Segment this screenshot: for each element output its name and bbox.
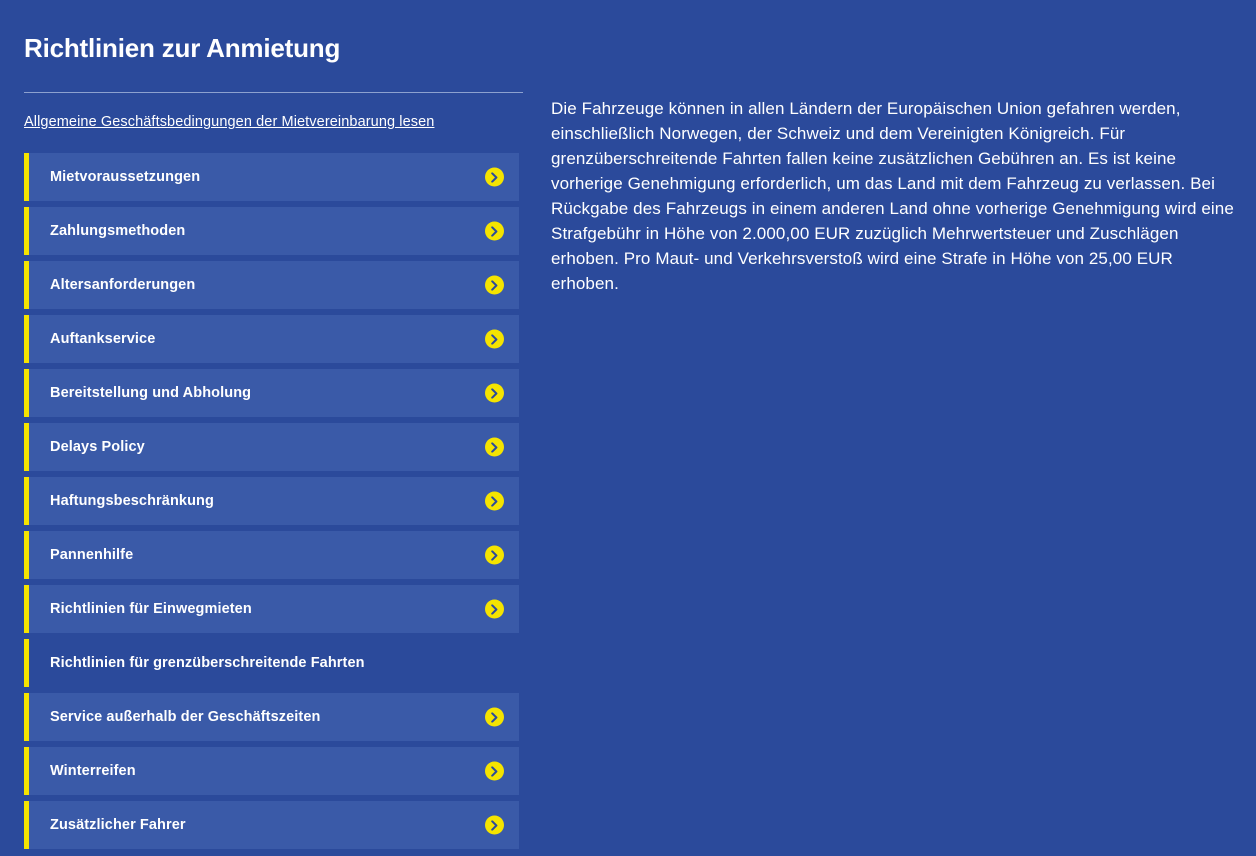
accordion-item-label: Delays Policy xyxy=(50,439,145,455)
chevron-right-icon[interactable] xyxy=(485,168,504,187)
accordion-item-label: Bereitstellung und Abholung xyxy=(50,385,252,401)
accordion-item-label: Winterreifen xyxy=(50,763,136,779)
accordion-item-haftungsbeschraenkung[interactable] xyxy=(24,477,519,525)
accordion-item-label: Altersanforderungen xyxy=(50,277,196,293)
accordion-item-zusaetzlicher-fahrer[interactable] xyxy=(24,801,519,849)
chevron-right-icon[interactable] xyxy=(485,546,504,565)
chevron-right-icon[interactable] xyxy=(485,330,504,349)
accordion-item-label: Auftankservice xyxy=(50,331,156,347)
accordion-item-bereitstellung-und-abholung[interactable] xyxy=(24,369,519,417)
terms-and-conditions-link[interactable]: Allgemeine Geschäftsbedingungen der Mietvereinbarung lesen xyxy=(24,114,435,130)
policy-paragraph: Die Fahrzeuge können in allen Ländern der Europäischen Union gefahren werden, einschließlich Norwegen, der Schweiz und dem Vereinigten Königreich. Für grenzüberschreitende Fahrten fallen keine zusätzlichen Gebühren an. Es ist keine vorherige Genehmigung erforderlich, um das Land mit dem Fahrzeug zu verlassen. Bei Rückgabe des Fahrzeugs in einem anderen Land ohne vorherige Genehmigung wird eine Strafgebühr in Höhe von 2.000,00 EUR zuzüglich Mehrwertsteuer und Zuschlägen erhoben. Pro Maut- und Verkehrsverstoß wird eine Strafe in Höhe von 25,00 EUR erhoben. xyxy=(551,99,1234,293)
accordion-item-label: Service außerhalb der Geschäftszeiten xyxy=(50,709,321,725)
accordion-item-label: Zusätzlicher Fahrer xyxy=(50,817,186,833)
chevron-right-icon[interactable] xyxy=(485,222,504,241)
chevron-right-icon[interactable] xyxy=(485,492,504,511)
chevron-right-icon[interactable] xyxy=(485,708,504,727)
accordion-item-label: Richtlinien für grenzüberschreitende Fahrten xyxy=(50,655,365,671)
chevron-right-icon[interactable] xyxy=(485,438,504,457)
title-divider xyxy=(24,92,523,93)
chevron-right-icon[interactable] xyxy=(485,600,504,619)
policy-content-panel xyxy=(551,96,1235,296)
accordion-item-winterreifen[interactable] xyxy=(24,747,519,795)
accordion-item-richtlinien-fuer-einwegmieten[interactable] xyxy=(24,585,519,633)
accordion-item-zahlungsmethoden[interactable] xyxy=(24,207,519,255)
policies-sidebar xyxy=(24,0,523,855)
accordion-item-richtlinien-fuer-grenzueberschreitende-fahrten[interactable] xyxy=(24,639,519,687)
chevron-right-icon[interactable] xyxy=(485,276,504,295)
accordion-item-label: Zahlungsmethoden xyxy=(50,223,186,239)
chevron-right-icon[interactable] xyxy=(485,816,504,835)
chevron-right-icon[interactable] xyxy=(485,762,504,781)
page-title: Richtlinien zur Anmietung xyxy=(24,33,341,63)
accordion-item-label: Richtlinien für Einwegmieten xyxy=(50,601,252,617)
chevron-right-icon[interactable] xyxy=(485,384,504,403)
accordion-item-label: Pannenhilfe xyxy=(50,547,134,563)
accordion-item-delays-policy[interactable] xyxy=(24,423,519,471)
accordion-item-label: Mietvoraussetzungen xyxy=(50,169,201,185)
accordion-item-altersanforderungen[interactable] xyxy=(24,261,519,309)
accordion-item-service-ausserhalb-der-geschaeftszeiten[interactable] xyxy=(24,693,519,741)
accordion-item-label: Haftungsbeschränkung xyxy=(50,493,214,509)
policy-accordion xyxy=(24,153,519,849)
accordion-item-mietvoraussetzungen[interactable] xyxy=(24,153,519,201)
accordion-item-auftankservice[interactable] xyxy=(24,315,519,363)
accordion-item-pannenhilfe[interactable] xyxy=(24,531,519,579)
